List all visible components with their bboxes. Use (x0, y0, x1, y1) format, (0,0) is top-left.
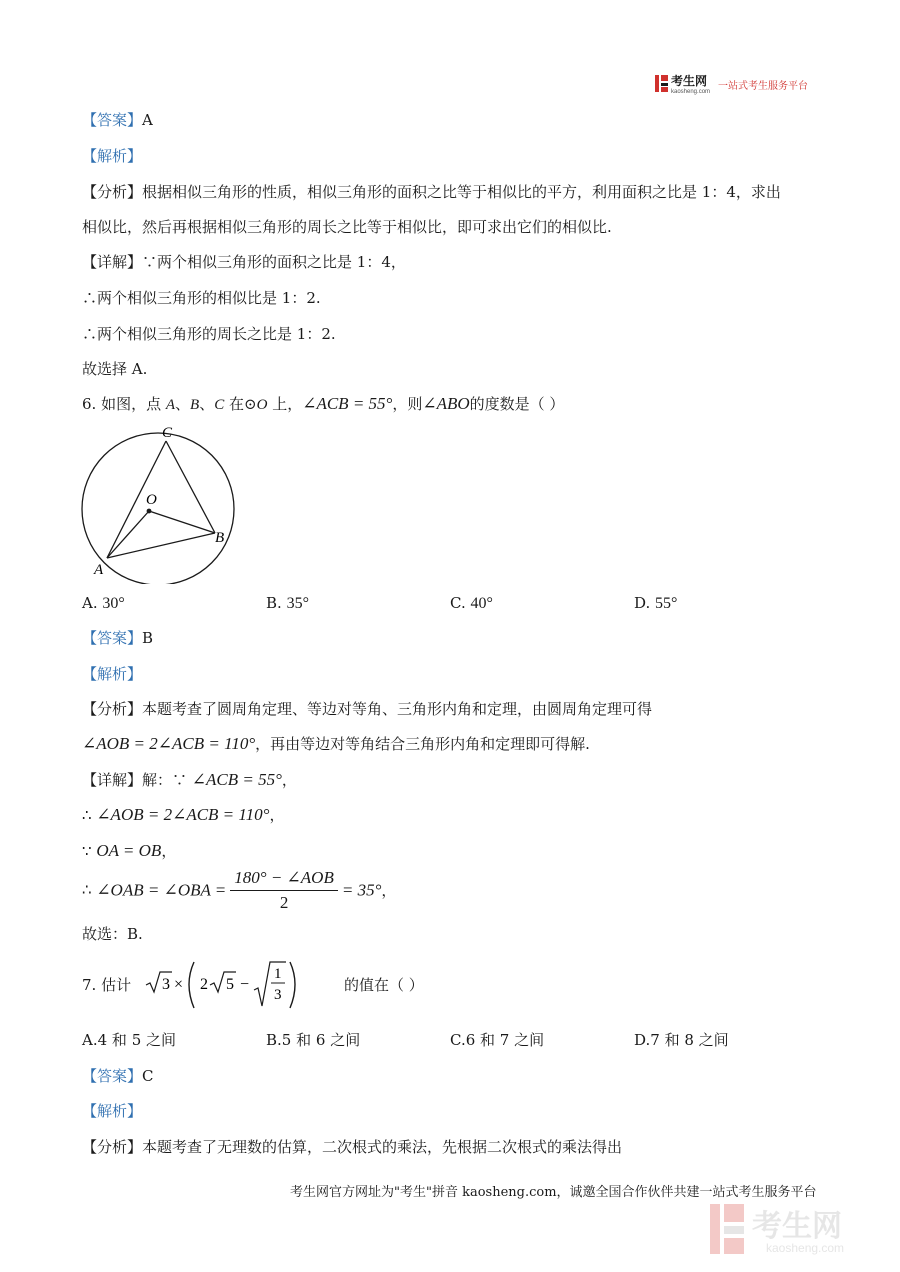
q7-analysis-line (82, 1101, 142, 1121)
radical-expression (144, 958, 334, 1012)
stem-text: 6. 如图，点 (82, 395, 166, 413)
segment-ca (107, 441, 166, 558)
punct: ， (281, 771, 297, 789)
point-c: C (214, 397, 225, 413)
stem-text: 的度数是（ ） (469, 395, 565, 413)
fenxi-text-2: ，再由等边对等角结合三角形内角和定理即可得解. (255, 735, 590, 753)
kaosheng-logo-icon (654, 72, 819, 96)
fenxi-text-1: 本题考查了无理数的估算，二次根式的乘法，先根据二次根式的乘法得出 (142, 1138, 623, 1156)
header-domain: kaosheng.com (671, 89, 711, 95)
watermark-logo-icon (706, 1198, 886, 1260)
option-value: 7 和 8 之间 (650, 1031, 729, 1049)
answer-value: C (142, 1067, 154, 1085)
option-b[interactable] (266, 593, 309, 614)
punct: ， (381, 881, 397, 900)
analysis-tag: 【解析】 (82, 665, 143, 683)
header-slogan: 一站式考生服务平台 (718, 81, 808, 92)
xiangjie-tag: 【详解】 (82, 253, 143, 271)
option-a[interactable] (82, 593, 125, 614)
option-value: 5 和 6 之间 (281, 1031, 361, 1049)
option-letter: C. (450, 1031, 466, 1049)
option-letter: B. (266, 594, 282, 612)
option-d[interactable] (634, 593, 677, 614)
q5-fenxi-line-2 (82, 217, 612, 237)
stem-text: 7. 估计 (82, 976, 132, 994)
option-letter: A. (82, 594, 98, 612)
option-value: 35° (286, 595, 309, 612)
q6-fenxi-line-1 (82, 699, 652, 719)
header-brand: 考生网 (671, 74, 708, 88)
separator: 、 (175, 395, 191, 413)
times-sign: × (174, 976, 184, 993)
q7-stem (82, 960, 424, 1010)
answer-tag: 【答案】 (82, 111, 143, 129)
label-b: B (215, 530, 225, 546)
fenxi-tag: 【分析】 (82, 700, 143, 718)
q5-step-2 (82, 288, 321, 308)
option-value: 4 和 5 之间 (97, 1031, 177, 1049)
label-o: O (146, 492, 157, 508)
step-math-right: = 35° (341, 880, 382, 900)
point-b: B (190, 397, 200, 413)
fenxi-math: ∠AOB = 2∠ACB = 110° (82, 734, 256, 753)
answer-tag: 【答案】 (82, 629, 143, 647)
q5-fenxi-line-1 (82, 182, 781, 202)
option-a[interactable] (82, 1030, 176, 1050)
given-angle: ∠ACB = 55° (302, 394, 393, 413)
right-paren-icon (290, 962, 295, 1008)
xiangjie-math: ∠ACB = 55° (191, 770, 282, 789)
radicand-3: 3 (162, 976, 170, 993)
answer-value: B (142, 629, 154, 647)
analysis-tag: 【解析】 (82, 1102, 143, 1120)
fraction-denominator: 3 (274, 987, 282, 1003)
step-text: ∴两个相似三角形的相似比是 1：2. (82, 289, 321, 307)
option-value: 6 和 7 之间 (465, 1031, 545, 1049)
option-value: 40° (470, 595, 493, 612)
conclusion-text: 故选择 A. (82, 360, 148, 378)
option-letter: C. (450, 594, 466, 612)
step-math: OA = OB (96, 841, 162, 860)
punct: ， (161, 842, 177, 860)
option-value: 30° (102, 595, 125, 612)
q5-answer-line (82, 110, 153, 130)
q6-step-2 (82, 805, 284, 825)
fenxi-text-2: 相似比，然后再根据相似三角形的周长之比等于相似比，即可求出它们的相似比. (82, 218, 612, 236)
answer-tag: 【答案】 (82, 1067, 143, 1085)
coefficient-2: 2 (200, 976, 208, 993)
option-letter: A. (82, 1031, 98, 1049)
watermark (706, 1198, 886, 1264)
option-letter: D. (634, 1031, 651, 1049)
fenxi-text-1: 本题考查了圆周角定理、等边对等角、三角形内角和定理，由圆周角定理可得 (142, 700, 653, 718)
target-angle: ∠ABO (422, 394, 470, 413)
xiangjie-text: ∵两个相似三角形的面积之比是 1：4， (142, 253, 406, 271)
point-a: A (165, 397, 176, 413)
stem-text: 在⊙ (224, 395, 257, 413)
q7-answer-line (82, 1066, 154, 1086)
footer-text: 考生网官方网址为"考生"拼音 kaosheng.com，诚邀全国合作伙伴共建一站式考生服务平台 (290, 1185, 817, 1200)
q6-xiangjie-line (82, 770, 297, 790)
q6-step-4 (82, 868, 396, 913)
option-c[interactable] (450, 593, 493, 614)
q6-analysis-line (82, 664, 142, 684)
therefore-symbol: ∴ (82, 806, 97, 824)
option-value: 55° (655, 595, 678, 612)
circle-figure (76, 422, 256, 584)
segment-ab (107, 533, 215, 558)
fraction-numerator: 1 (274, 966, 282, 982)
q5-step-3 (82, 324, 336, 344)
stem-text: ，则 (392, 395, 423, 413)
q5-conclusion (82, 359, 147, 379)
because-symbol: ∵ (82, 842, 97, 860)
watermark-brand: 考生网 (752, 1210, 842, 1243)
label-c: C (162, 425, 173, 441)
label-a: A (94, 562, 104, 578)
fraction (230, 868, 338, 913)
option-c[interactable] (450, 1030, 544, 1050)
analysis-tag: 【解析】 (82, 147, 143, 165)
q6-fenxi-line-2 (82, 734, 590, 754)
q6-conclusion (82, 924, 143, 944)
option-letter: D. (634, 594, 651, 612)
separator: 、 (199, 395, 215, 413)
radicand-5: 5 (226, 976, 234, 993)
stem-text: 的值在（ ） (344, 976, 424, 994)
point-o: O (256, 397, 268, 413)
fenxi-tag: 【分析】 (82, 183, 143, 201)
option-d[interactable] (634, 1030, 729, 1050)
q6-answer-line (82, 628, 153, 648)
fraction-denominator: 2 (279, 893, 289, 912)
step-math: ∠AOB = 2∠ACB = 110° (96, 805, 270, 824)
minus-sign: − (240, 976, 250, 993)
punct: ， (269, 806, 285, 824)
xiangjie-prefix: 解：∵ (142, 771, 192, 789)
therefore-symbol: ∴ (82, 880, 97, 899)
q6-stem (82, 394, 564, 415)
option-b[interactable] (266, 1030, 360, 1050)
conclusion-text: 故选：B. (82, 925, 143, 943)
fenxi-tag: 【分析】 (82, 1138, 143, 1156)
stem-text: 上， (267, 395, 303, 413)
fenxi-text-1: 根据相似三角形的性质，相似三角形的面积之比等于相似比的平方，利用面积之比是 1：4，求出 (142, 183, 781, 201)
q7-fenxi-line-1 (82, 1137, 622, 1157)
xiangjie-tag: 【详解】 (82, 771, 143, 789)
header-logo (654, 72, 819, 100)
fraction-numerator: 180° − ∠AOB (230, 868, 338, 891)
segment-oa (107, 511, 149, 558)
q5-xiangjie-line (82, 252, 406, 272)
q5-analysis-line (82, 146, 142, 166)
step-text: ∴两个相似三角形的周长之比是 1：2. (82, 325, 336, 343)
watermark-domain: kaosheng.com (766, 1241, 845, 1255)
option-letter: B. (266, 1031, 282, 1049)
center-dot (147, 509, 152, 514)
q6-step-3 (82, 841, 176, 861)
step-math-left: ∠OAB = ∠OBA = (96, 880, 227, 900)
answer-value: A (142, 111, 153, 129)
left-paren-icon (189, 962, 194, 1008)
